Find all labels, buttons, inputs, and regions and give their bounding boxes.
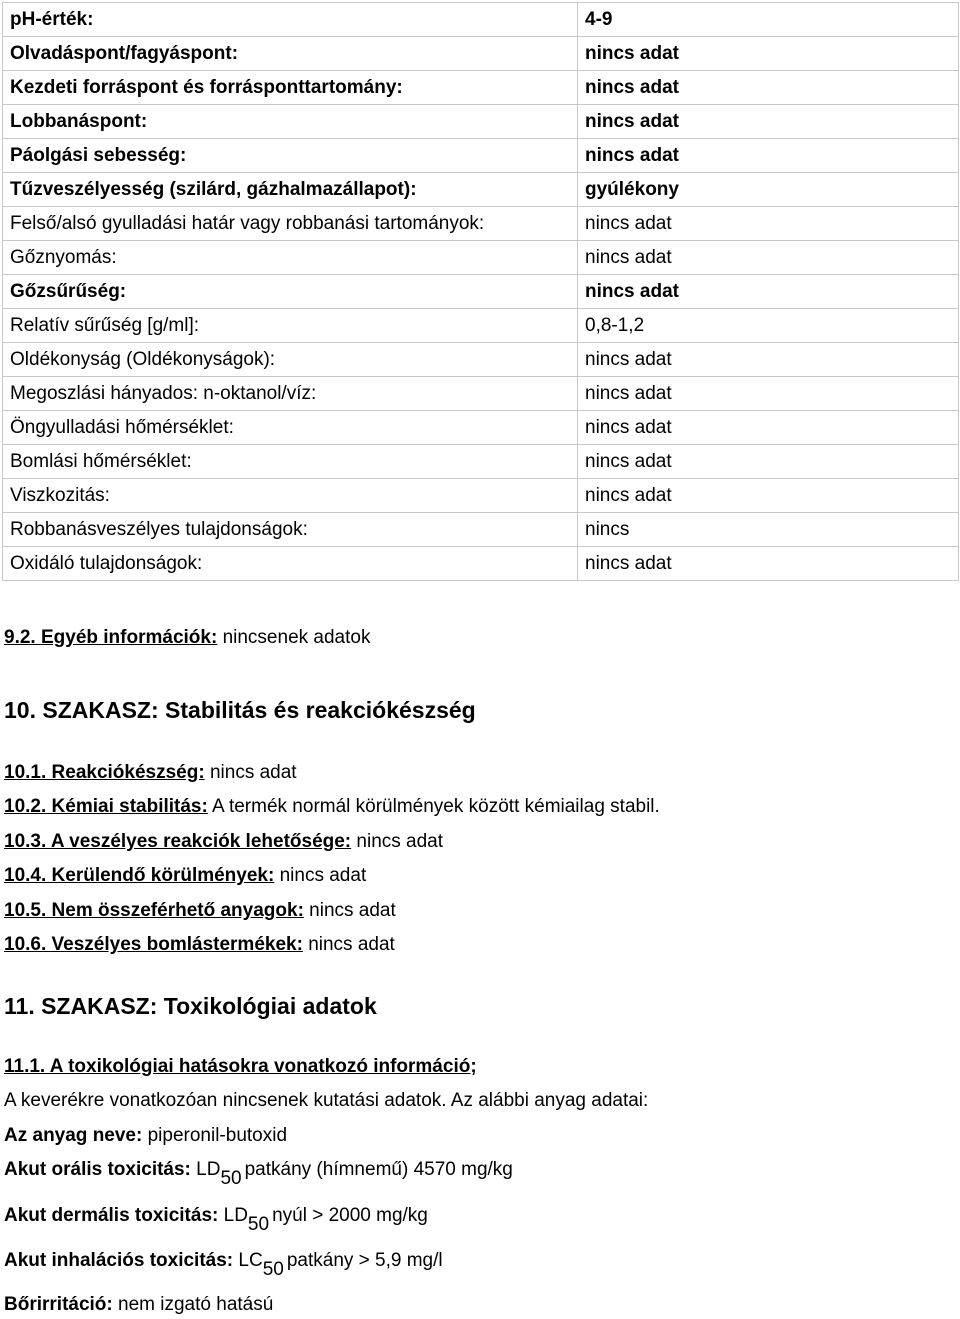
section-10-4	[4, 865, 366, 887]
property-row	[3, 479, 959, 513]
skin-irritation	[4, 1294, 273, 1316]
property-value: nincs	[578, 513, 959, 547]
property-value: nincs adat	[578, 71, 959, 105]
section-10-1-text: nincs adat	[204, 762, 297, 783]
property-value: nincs adat	[578, 105, 959, 139]
property-label: pH-érték:	[3, 3, 578, 37]
property-row	[3, 71, 959, 105]
section-10-title: 10. SZAKASZ: Stabilitás és reakciókészség	[4, 697, 476, 723]
properties-table	[2, 2, 959, 581]
property-value: nincs adat	[578, 139, 959, 173]
property-label: Megoszlási hányados: n-oktanol/víz:	[3, 377, 578, 411]
property-row	[3, 139, 959, 173]
property-row	[3, 411, 959, 445]
acute-dermal-ld-subscript: 50	[247, 1214, 270, 1235]
property-value: nincs adat	[578, 479, 959, 513]
section-10-3	[4, 831, 443, 853]
property-value: nincs adat	[578, 275, 959, 309]
property-label: Oxidáló tulajdonságok:	[3, 547, 578, 581]
skin-irritation-label: Bőrirritáció:	[4, 1294, 113, 1315]
property-label: Relatív sűrűség [g/ml]:	[3, 309, 578, 343]
property-row	[3, 547, 959, 581]
section-10-4-text: nincs adat	[274, 865, 367, 886]
acute-inhalation-value: patkány > 5,9 mg/l	[286, 1250, 443, 1271]
property-label: Gőzsűrűség:	[3, 275, 578, 309]
property-label: Bomlási hőmérséklet:	[3, 445, 578, 479]
section-10-6-heading: 10.6. Veszélyes bomlástermékek:	[4, 934, 303, 955]
section-10-1-heading: 10.1. Reakciókészség:	[4, 762, 205, 783]
acute-dermal-ld: LD	[218, 1205, 248, 1226]
section-10-3-heading: 10.3. A veszélyes reakciók lehetősége:	[4, 831, 352, 852]
property-value: nincs adat	[578, 241, 959, 275]
section-11-1-heading: 11.1. A toxikológiai hatásokra vonatkozó információ;	[4, 1056, 477, 1077]
acute-dermal-toxicity	[4, 1205, 428, 1235]
property-row	[3, 105, 959, 139]
toxicology-intro: A keverékre vonatkozóan nincsenek kutatási adatok. Az alábbi anyag adatai:	[4, 1090, 649, 1111]
acute-oral-value: patkány (hímnemű) 4570 mg/kg	[244, 1159, 513, 1180]
property-value: nincs adat	[578, 37, 959, 71]
section-10-4-heading: 10.4. Kerülendő körülmények:	[4, 865, 275, 886]
acute-oral-label: Akut orális toxicitás:	[4, 1159, 191, 1180]
property-value: nincs adat	[578, 207, 959, 241]
skin-irritation-value: nem izgató hatású	[112, 1294, 274, 1315]
section-10-5-heading: 10.5. Nem összeférhető anyagok:	[4, 900, 304, 921]
property-label: Lobbanáspont:	[3, 105, 578, 139]
section-10-6-text: nincs adat	[302, 934, 395, 955]
section-10-2-text: A termék normál körülmények között kémiailag stabil.	[207, 796, 660, 817]
acute-oral-toxicity	[4, 1159, 513, 1189]
property-value: nincs adat	[578, 411, 959, 445]
substance-name-value: piperonil-butoxid	[142, 1125, 288, 1146]
acute-inhalation-lc-subscript: 50	[262, 1259, 284, 1280]
property-row	[3, 309, 959, 343]
property-label: Tűzveszélyesség (szilárd, gázhalmazállapot):	[3, 173, 578, 207]
section-10-3-text: nincs adat	[351, 831, 444, 852]
property-label: Oldékonyság (Oldékonyságok):	[3, 343, 578, 377]
property-label: Olvadáspont/fagyáspont:	[3, 37, 578, 71]
substance-name	[4, 1125, 287, 1147]
section-10-2	[4, 796, 660, 818]
acute-dermal-value: nyúl > 2000 mg/kg	[272, 1205, 428, 1226]
acute-inhalation-toxicity	[4, 1250, 443, 1280]
property-row	[3, 241, 959, 275]
section-10-5	[4, 900, 396, 922]
section-9-2-heading: 9.2. Egyéb információk:	[4, 627, 218, 648]
section-10-2-heading: 10.2. Kémiai stabilitás:	[4, 796, 208, 817]
property-value: nincs adat	[578, 547, 959, 581]
property-value: 4-9	[578, 3, 959, 37]
acute-oral-ld-subscript: 50	[220, 1168, 242, 1189]
property-row	[3, 3, 959, 37]
property-label: Viszkozitás:	[3, 479, 578, 513]
property-value: nincs adat	[578, 343, 959, 377]
property-row	[3, 445, 959, 479]
properties-table-body	[3, 3, 959, 581]
property-row	[3, 207, 959, 241]
property-label: Öngyulladási hőmérséklet:	[3, 411, 578, 445]
property-label: Páolgási sebesség:	[3, 139, 578, 173]
acute-dermal-label: Akut dermális toxicitás:	[4, 1205, 219, 1226]
section-10-6	[4, 934, 395, 956]
section-11-title: 11. SZAKASZ: Toxikológiai adatok	[4, 993, 377, 1019]
section-10-1	[4, 762, 297, 784]
acute-oral-ld: LD	[190, 1159, 221, 1180]
section-10-5-text: nincs adat	[303, 900, 396, 921]
property-value: nincs adat	[578, 377, 959, 411]
acute-inhalation-lc: LC	[233, 1250, 263, 1271]
property-value: nincs adat	[578, 445, 959, 479]
property-value: gyúlékony	[578, 173, 959, 207]
property-row	[3, 377, 959, 411]
section-9-2	[4, 627, 370, 649]
property-row	[3, 37, 959, 71]
property-row	[3, 275, 959, 309]
property-label: Felső/alsó gyulladási határ vagy robbanási tartományok:	[3, 207, 578, 241]
property-label: Kezdeti forráspont és forrásponttartomány:	[3, 71, 578, 105]
property-row	[3, 513, 959, 547]
acute-inhalation-label: Akut inhalációs toxicitás:	[4, 1250, 234, 1271]
property-label: Gőznyomás:	[3, 241, 578, 275]
property-label: Robbanásveszélyes tulajdonságok:	[3, 513, 578, 547]
property-value: 0,8-1,2	[578, 309, 959, 343]
property-row	[3, 173, 959, 207]
section-11-1	[4, 1056, 477, 1078]
property-row	[3, 343, 959, 377]
substance-name-label: Az anyag neve:	[4, 1125, 143, 1146]
section-9-2-text: nincsenek adatok	[217, 627, 371, 648]
